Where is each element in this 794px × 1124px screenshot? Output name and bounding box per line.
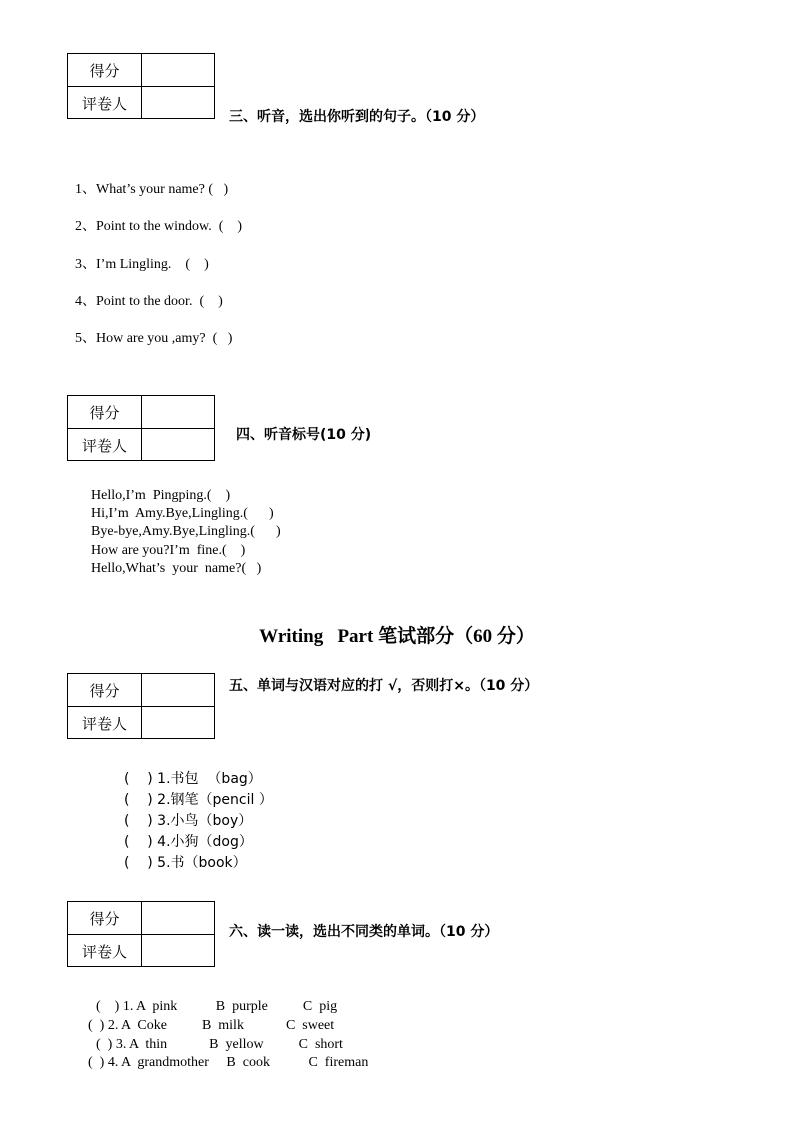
section5-item: ( ) 4.小狗（dog） <box>124 834 253 850</box>
section6-item: ( ) 3. A thin B yellow C short <box>96 1037 343 1052</box>
score-box-section4 <box>67 395 215 461</box>
section5-item: ( ) 2.钢笔（pencil ） <box>124 792 273 808</box>
section3-heading: 三、听音，选出你听到的句子。（10 分） <box>229 109 485 125</box>
grader-label: 评卷人 <box>68 429 142 461</box>
section5-item: ( ) 5.书（book） <box>124 855 247 871</box>
section3-item: 1、What’s your name? ( ) <box>75 182 229 197</box>
score-box-section5 <box>67 673 215 739</box>
section3-item: 5、How are you ,amy? ( ) <box>75 331 233 346</box>
section4-item: Hi,I’m Amy.Bye,Lingling.( ) <box>91 506 274 521</box>
section4-item: Hello,I’m Pingping.( ) <box>91 488 231 503</box>
score-cell[interactable] <box>142 396 214 428</box>
score-label: 得分 <box>68 396 142 428</box>
score-label: 得分 <box>68 902 142 934</box>
section4-item: Hello,What’s your name?( ) <box>91 561 262 576</box>
grader-label: 评卷人 <box>68 707 142 739</box>
grader-label: 评卷人 <box>68 935 142 967</box>
grader-cell[interactable] <box>142 87 214 119</box>
section4-item: How are you?I’m fine.( ) <box>91 543 246 558</box>
writing-part-title: Writing Part 笔试部分（60 分） <box>259 626 535 647</box>
score-cell[interactable] <box>142 54 214 86</box>
score-cell[interactable] <box>142 674 214 706</box>
score-cell[interactable] <box>142 902 214 934</box>
score-box-section3 <box>67 53 215 119</box>
grader-cell[interactable] <box>142 429 214 461</box>
section3-item: 4、Point to the door. ( ) <box>75 294 223 309</box>
section5-item: ( ) 3.小鸟（boy） <box>124 813 253 829</box>
section6-item: ( ) 4. A grandmother B cook C fireman <box>88 1055 369 1070</box>
section6-item: ( ) 2. A Coke B milk C sweet <box>88 1018 335 1033</box>
grader-label: 评卷人 <box>68 87 142 119</box>
score-label: 得分 <box>68 54 142 86</box>
section6-heading: 六、读一读，选出不同类的单词。（10 分） <box>229 924 499 940</box>
score-label: 得分 <box>68 674 142 706</box>
section3-item: 3、I’m Lingling. ( ) <box>75 257 209 272</box>
score-box-section6 <box>67 901 215 967</box>
section5-heading: 五、单词与汉语对应的打 √，否则打×。（10 分） <box>229 678 539 694</box>
section6-item: ( ) 1. A pink B purple C pig <box>96 999 338 1014</box>
grader-cell[interactable] <box>142 707 214 739</box>
section4-item: Bye-bye,Amy.Bye,Lingling.( ) <box>91 524 281 539</box>
grader-cell[interactable] <box>142 935 214 967</box>
section5-item: ( ) 1.书包 （bag） <box>124 771 262 787</box>
section4-heading: 四、听音标号(10 分) <box>236 427 372 443</box>
section3-item: 2、Point to the window. ( ) <box>75 219 243 234</box>
